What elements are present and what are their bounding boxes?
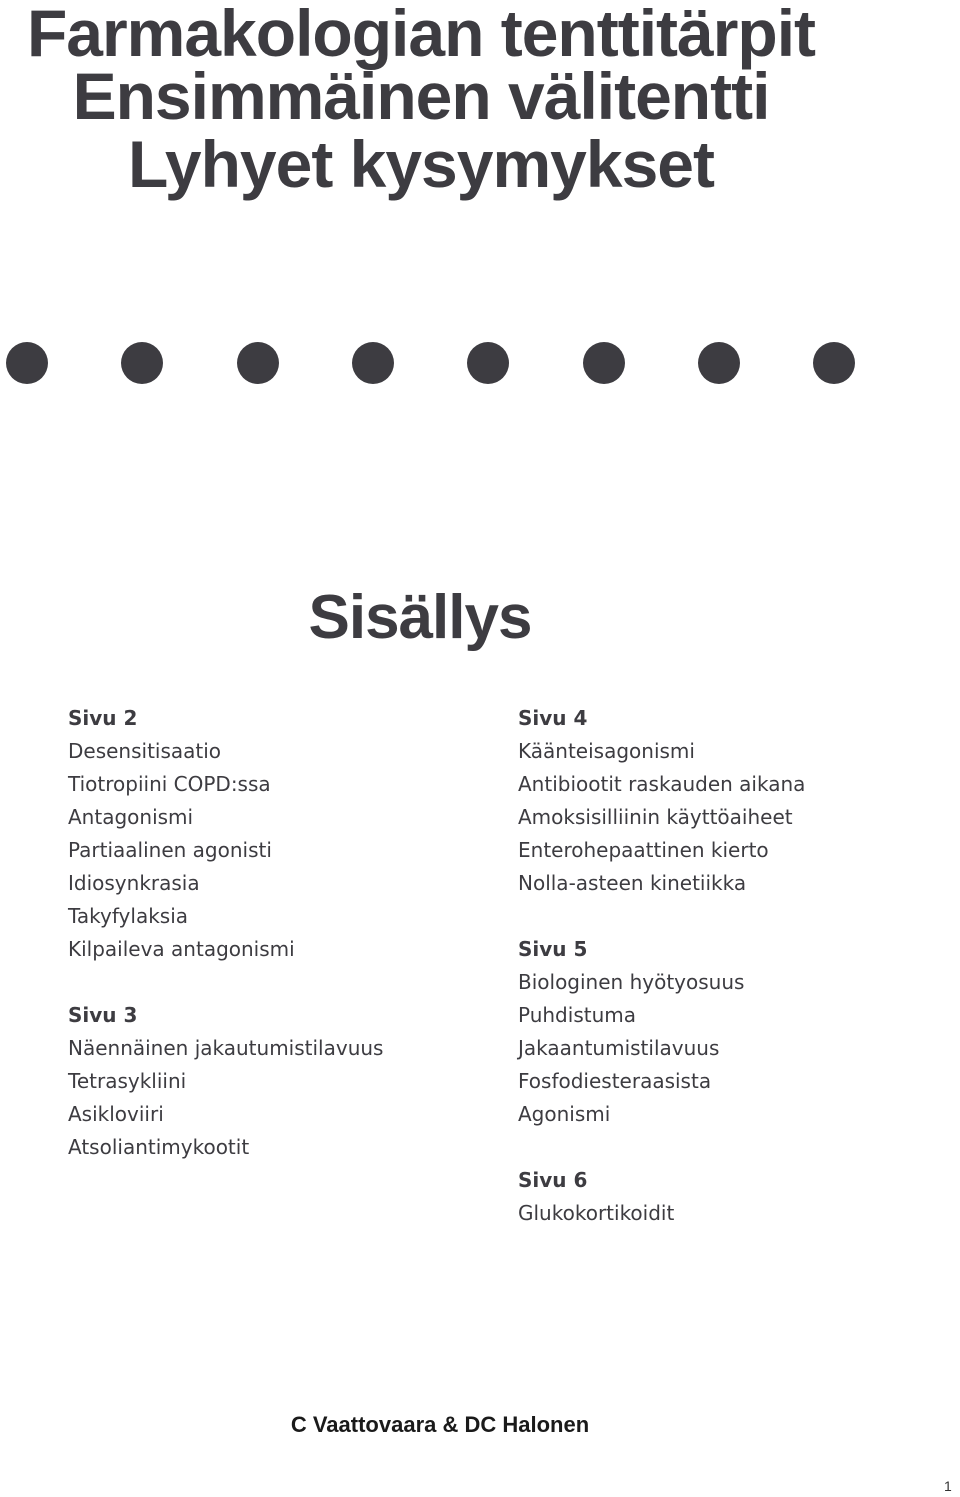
toc-item: Käänteisagonismi (518, 739, 695, 763)
decorative-dot (6, 342, 48, 384)
decorative-dot (121, 342, 163, 384)
toc-item: Glukokortikoidit (518, 1201, 675, 1225)
page-number: 1 (944, 1478, 952, 1494)
toc-item: Biologinen hyötyosuus (518, 970, 745, 994)
toc-item: Kilpaileva antagonismi (68, 937, 295, 961)
toc-item: Nolla-asteen kinetiikka (518, 871, 747, 895)
toc-item: Fosfodiesteraasista (518, 1069, 712, 1093)
title-line-3: Lyhyet kysymykset (128, 127, 714, 201)
toc-item: Partiaalinen agonisti (68, 838, 272, 862)
decorative-dot (583, 342, 625, 384)
toc-section-heading: Sivu 2 (68, 706, 138, 730)
toc-item: Agonismi (518, 1102, 611, 1126)
toc-section (518, 1164, 805, 1230)
toc-item: Asikloviiri (68, 1102, 164, 1126)
title-line-1: Farmakologian tenttitärpit (26, 0, 816, 70)
toc-item: Atsoliantimykootit (68, 1135, 250, 1159)
toc-section-heading: Sivu 3 (68, 1003, 138, 1027)
toc-item: Amoksisilliinin käyttöaiheet (518, 805, 793, 829)
toc-item: Antibiootit raskauden aikana (518, 772, 806, 796)
toc-section-heading: Sivu 6 (518, 1168, 588, 1192)
decorative-dot (698, 342, 740, 384)
toc-column-right (518, 702, 805, 1263)
authors: C Vaattovaara & DC Halonen (290, 1412, 590, 1437)
toc-item: Jakaantumistilavuus (518, 1036, 720, 1060)
toc-section (68, 999, 383, 1164)
toc-section-heading: Sivu 5 (518, 937, 588, 961)
decorative-dot (813, 342, 855, 384)
toc-item: Tiotropiini COPD:ssa (68, 772, 271, 796)
toc-item: Desensitisaatio (68, 739, 222, 763)
decorative-dot (467, 342, 509, 384)
toc-item: Tetrasykliini (68, 1069, 187, 1093)
toc-item: Antagonismi (68, 805, 194, 829)
toc-section (518, 933, 805, 1131)
toc-section (518, 702, 805, 900)
toc-item: Takyfylaksia (68, 904, 189, 928)
toc-item: Näennäinen jakautumistilavuus (68, 1036, 384, 1060)
toc-section (68, 702, 383, 966)
toc-section-heading: Sivu 4 (518, 706, 588, 730)
toc-item: Idiosynkrasia (68, 871, 200, 895)
toc-item: Puhdistuma (518, 1003, 636, 1027)
decorative-dot-row (6, 342, 856, 386)
toc-item: Enterohepaattinen kierto (518, 838, 769, 862)
toc-column-left (68, 702, 383, 1197)
decorative-dot (237, 342, 279, 384)
contents-heading: Sisällys (308, 583, 532, 652)
decorative-dot (352, 342, 394, 384)
title-line-2: Ensimmäinen välitentti (72, 59, 770, 133)
